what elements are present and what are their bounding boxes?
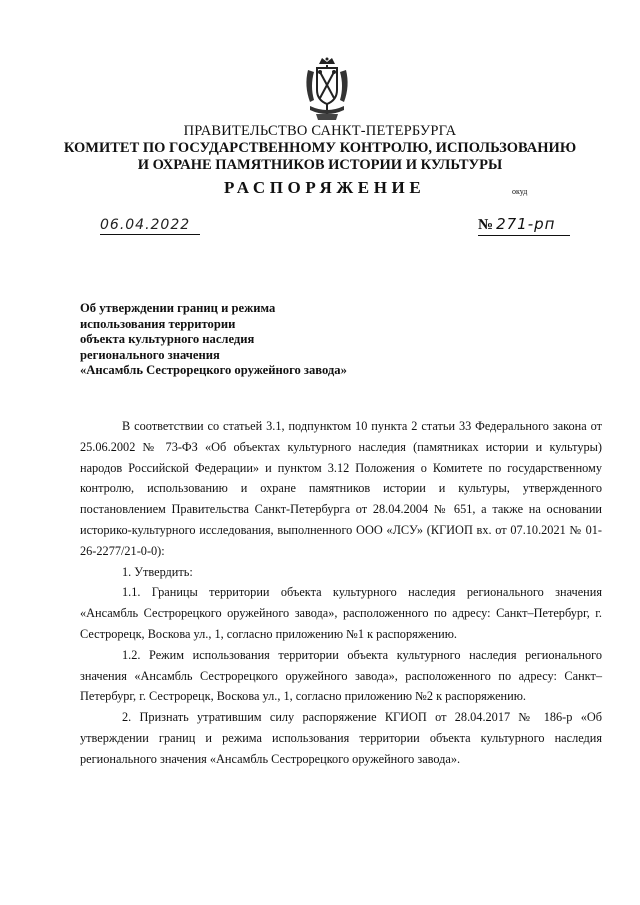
document-title: Об утверждении границ и режима использования территории объекта культурного наследия регионального значения «Ансамбль Сестрорецкого оружейного завода» [80, 301, 347, 377]
coat-of-arms-icon [302, 56, 352, 122]
document-date: 06.04.2022 [100, 217, 200, 235]
item-2-paragraph: 2. Признать утратившим силу распоряжение КГИОП от 28.04.2017 № 186-р «Об утверждении границ и режима использования территории объекта культурного наследия регионального значения «Ансамбль Сестрорецкого оружейного завода». [80, 710, 602, 766]
preamble-paragraph: В соответствии со статьей 3.1, подпунктом 10 пункта 2 статьи 33 Федерального закона от 25.06.2002 № 73-ФЗ «Об объектах культурного наследия (памятниках истории и культуры) народов Российской Федерации» и пунктом 3.12 Положения о Комитете по государственному контролю, использованию и охране памятников истории и культуры, утвержденного постановлением Правительства Санкт-Петербурга от 28.04.2004 № 651, а также на основании историко-культурного исследования, выполненного ООО «ЛСУ» (КГИОП вх. от 07.10.2021 № 01-26-2277/21-0-0): [80, 419, 602, 558]
document-body [80, 416, 602, 770]
okud-label: окуд [512, 187, 528, 196]
item-1-1-paragraph: 1.1. Границы территории объекта культурного наследия регионального значения «Ансамбль Сестрорецкого оружейного завода», расположенного по адресу: Санкт–Петербург, г. Сестрорецк, Воскова ул., 1, согласно приложению №1 к распоряжению. [80, 585, 602, 641]
item-1-2-paragraph: 1.2. Режим использования территории объекта культурного наследия регионального значения «Ансамбль Сестрорецкого оружейного завода», расположенного по адресу: Санкт–Петербург, г. Сестрорецк, Воскова ул., 1, согласно приложению №2 к распоряжению. [80, 647, 602, 704]
document-type-heading: РАСПОРЯЖЕНИЕ [224, 178, 426, 197]
committee-heading: КОМИТЕТ ПО ГОСУДАРСТВЕННОМУ КОНТРОЛЮ, ИСПОЛЬЗОВАНИЮ И ОХРАНЕ ПАМЯТНИКОВ ИСТОРИИ И КУЛЬТУРЫ [63, 140, 577, 173]
number-value: 271-рп [496, 215, 556, 233]
document-number [478, 215, 570, 236]
item-1-heading: 1. Утвердить: [122, 564, 193, 579]
government-heading: ПРАВИТЕЛЬСТВО САНКТ-ПЕТЕРБУРГА [183, 123, 457, 139]
number-sign: № [478, 217, 494, 233]
